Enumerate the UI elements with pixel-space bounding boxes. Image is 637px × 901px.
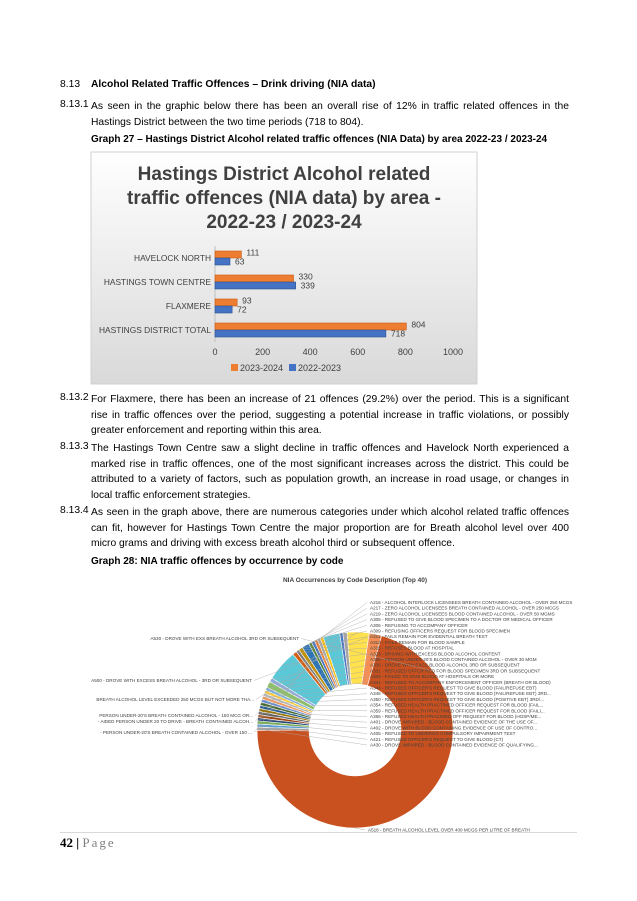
chart-title: NIA Occurrences by Code Description (Top 40) <box>282 577 428 584</box>
legend-label: 2023-2024 <box>240 363 284 373</box>
paragraph-number: 8.13.3 <box>60 441 89 452</box>
legend-swatch <box>289 364 296 371</box>
slice-label: A305 - REFUSED TO GIVE BLOOD SPECIMEN TO A DOCTOR OR MEDICAL OFFICER <box>370 617 553 623</box>
slice-label: A348 - REFUSED OFFICER'S REQUEST TO GIVE BLOOD (FAIL/REFUSE EBT) 3RD... <box>370 691 551 697</box>
x-tick-label: 800 <box>397 347 413 357</box>
slice-label: A518 - BREATH ALCOHOL LEVEL OVER 400 MCGS PER LITRE OF BREATH <box>368 827 530 833</box>
slice-label: A359 - REFUSED HEALTH PRACT/MED OFFICER REQUEST FOR BLOOD (FAILI... <box>370 708 545 714</box>
x-tick-label: 400 <box>302 347 318 357</box>
chart-title-line: Hastings District Alcohol related <box>137 164 431 185</box>
paragraph-text: For Flaxmere, there has been an increase of 21 offences (29.2%) over the period. This is a significant rise in traffic offences over the period, suggesting a potential increase in traffic violations, or possibly greater enforcement and reporting within this area. <box>91 394 569 436</box>
slice-label: A500 - DROVE WITH EXCESS BREATH ALCOHOL - 3RD OR SUBSEQUENT <box>91 678 252 683</box>
data-label: 63 <box>234 256 245 267</box>
paragraph-number: 8.13.2 <box>60 392 89 403</box>
callout-line <box>355 828 365 830</box>
slice-label: A306 - REFUSING TO ACCOMPANY OFFICER <box>370 622 468 628</box>
legend-label: 2022-2023 <box>298 363 342 373</box>
footer-separator: | <box>76 835 80 850</box>
x-tick-label: 1000 <box>442 347 464 357</box>
slice-label: A315 - REFUSES BLOOD AT HOSPITAL <box>370 645 454 651</box>
slice-label: A309 - REFUSING OFFICERS REQUEST FOR BLOOD SPECIMEN <box>370 628 511 634</box>
chart-nia-occurrences-by-code <box>90 573 620 833</box>
bar-2022-2023 <box>215 282 296 289</box>
paragraph-number: 8.13.4 <box>60 505 89 516</box>
slice-label: A401 - DROVE IMPAIRED - BLOOD CONTAINED EVIDENCE OF THE USE OF... <box>370 719 537 725</box>
chart-title-line: 2022-23 / 2023-24 <box>206 212 362 233</box>
graph28-caption: Graph 28: NIA traffic offences by occurrence by code <box>91 556 344 567</box>
chart-area-offences-by-area <box>91 152 477 384</box>
section-title: Alcohol Related Traffic Offences – Drink driving (NIA data) <box>91 79 376 90</box>
slice-label: A366 - REFUSED HEALTH PRAC/MED OFF REQUEST FOR BLOOD (HOSP/ME... <box>370 714 542 719</box>
paragraph-number: 8.13.1 <box>60 99 89 110</box>
section-number: 8.13 <box>60 79 81 90</box>
bar-2023-2024 <box>215 299 237 306</box>
paragraph-text: As seen in the graph above, there are numerous categories under which alcohol related traffic offences can fit, however for Hastings Town Centre the major proportion are for Breath alcohol level over 400 micro grams and driving with excess breath alcohol third or subsequent offence. <box>91 507 569 549</box>
slice-label: - AIDED PERSON UNDER 20 TO DRIVE - BREATH CONTAINED ALCOH... <box>97 719 253 724</box>
slice-label: A402 - DROVE WITH BLOOD CONTAINING EVIDENCE OF USE OF CONTRO... <box>370 725 538 731</box>
slice-label: A350 - REFUSED OFFICER'S REQUEST TO GIVE BLOOD (POSITIVE EBT) 3RD/... <box>370 696 544 702</box>
slice-label: A330 - DROVE WITH EXCS BLOOD ALCOHOL 3RD OR SUBSEQUENT <box>370 662 520 668</box>
data-label: 111 <box>246 247 260 258</box>
chart-title-line: traffic offences (NIA data) by area - <box>127 188 441 209</box>
slice-label: A313 - FAILS REMAIN FOR BLOOD SAMPLE <box>370 639 465 645</box>
slice-label: A421 - REFUSED OFFICER'S REQUEST TO GIVE BLOOD (CT) <box>370 736 504 742</box>
slice-label: A217 - ZERO ALCOHOL LICENSEES BREATH CONTAINED ALCOHOL - OVER 250 MCGS <box>370 605 559 611</box>
slice-label: A311 - FAILS REMAIN FOR EVIDENTIAL BREATH TEST <box>370 634 488 640</box>
slice-label: A430 - DROVE IMPAIRED - BLOOD CONTAINED EVIDENCE OF QUALIFYING... <box>370 742 538 748</box>
category-label: HASTINGS TOWN CENTRE <box>103 277 211 287</box>
bar-2023-2024 <box>215 275 294 282</box>
slice-label: A344 - REFUSED OFFICER'S REQUEST TO GIVE BLOOD (FAIL/REFUSE EBT) <box>370 685 537 691</box>
data-label: 339 <box>300 280 315 291</box>
category-label: HASTINGS DISTRICT TOTAL <box>99 325 211 335</box>
slice-label: A219 - ZERO ALCOHOL LICENSEES BLOOD CONTAINED ALCOHOL - OVER 50 MGMS <box>370 611 555 617</box>
page-footer <box>60 835 116 851</box>
bar-2022-2023 <box>215 258 230 265</box>
paragraph-text: The Hastings Town Centre saw a slight decline in traffic offences and Havelock North experienced a marked rise in traffic offences, one of the most significant increases across the district. This could be attributed to a variety of factors, such as population growth, an increase in road usage, or changes in local traffic enforcement strategies. <box>91 443 569 501</box>
bar-2023-2024 <box>215 323 406 330</box>
slice-label: A530 - DROVE WITH EXS BREATH ALCOHOL 3RD OR SUBSEQUENT <box>150 636 299 641</box>
data-label: 330 <box>298 271 313 282</box>
footer-divider <box>60 832 577 833</box>
data-label: 718 <box>390 328 406 339</box>
bar-2022-2023 <box>215 306 232 313</box>
slice-label: A323 - DRIVING WITH EXCESS BLOOD ALCOHOL CONTENT <box>370 651 501 657</box>
slice-label: A341 - REFUSED TO ACCOMPANY ENFORCEMENT OFFICER (BREATH OR BLOOD) <box>370 679 551 685</box>
slice-label: BREATH ALCOHOL LEVEL EXCEEDED 250 MCGS BUT NOT MORE THA... <box>96 697 254 702</box>
x-tick-label: 200 <box>255 347 271 357</box>
slice-label: A354 - REFUSED HEALTH PRACT/MED OFFICER REQUEST FOR BLOOD (FAIL... <box>370 702 544 708</box>
graph27-caption: Graph 27 – Hastings District Alcohol related traffic offences (NIA Data) by area 2022-23 / 2023-24 <box>91 134 548 145</box>
slice-label: PERSON UNDER-20'S BREATH CONTAINED ALCOHOL - 150 MCG OR... <box>99 713 253 718</box>
category-label: HAVELOCK NORTH <box>134 253 211 263</box>
data-label: 804 <box>411 319 426 330</box>
page-number: 42 <box>60 835 73 850</box>
page-label: Page <box>82 835 116 850</box>
data-label: 72 <box>237 304 247 315</box>
bar-2022-2023 <box>215 330 386 337</box>
slice-label: A405 - REFUSED TO UNDERGO COMPULSORY IMPAIRMENT TEST <box>370 731 516 737</box>
slice-label: A326 - PERSON UNDER-20'S BLOOD CONTAINED ALCOHOL - OVER 30 MGM <box>370 657 537 662</box>
slice-label: A331 - REFUSED OFFCR REQ FOR BLOOD SPECIMEN 3RD OR SUBSEQUENT <box>370 668 541 674</box>
x-tick-label: 0 <box>212 347 218 357</box>
data-label: 93 <box>242 295 252 306</box>
slice-label: - PERSON UNDER-20'S BREATH CONTAINED ALCOHOL - OVER 150 ... <box>100 730 252 735</box>
legend-swatch <box>231 364 238 371</box>
slice-label: A333 - FAILED TO GIVE BLOOD AT HOSPITALS OR MORE <box>370 674 495 680</box>
x-tick-label: 600 <box>350 347 366 357</box>
chart-background <box>91 152 477 384</box>
paragraph-text: As seen in the graphic below there has been an overall rise of 12% in traffic related offences in the Hastings District between the two time periods (718 to 804). <box>91 101 569 128</box>
category-label: FLAXMERE <box>165 301 211 311</box>
slice-label: A216 - ALCOHOL INTERLOCK LICENSEES BREATH CONTAINED ALCOHOL - OVER 250 MCGS <box>370 600 573 605</box>
